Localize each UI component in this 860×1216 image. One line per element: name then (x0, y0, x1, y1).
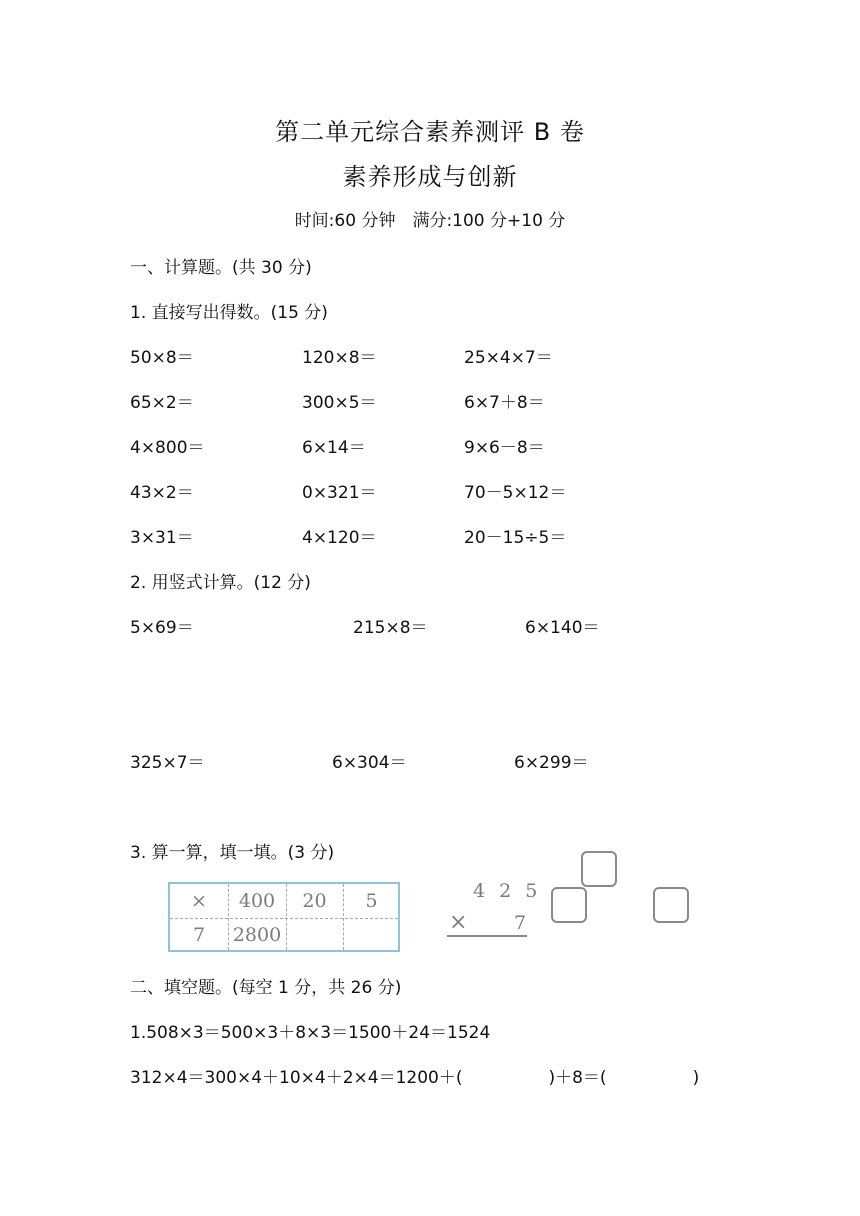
problem: 65×2＝ (130, 393, 194, 413)
table-header-cell: 400 (238, 890, 276, 912)
vertical-problem: 325×7＝ (130, 753, 205, 773)
question-3-label: 3. 算一算，填一填。(3 分) (130, 843, 335, 863)
multiply-sign: × (449, 910, 468, 935)
vertical-problem: 5×69＝ (130, 618, 194, 638)
answer-box[interactable] (551, 887, 587, 923)
fill-equation-prefix: 312×4＝300×4＋10×4＋2×4＝1200＋( (130, 1068, 463, 1088)
table-header-cell: × (191, 890, 207, 912)
fill-equation (130, 1063, 699, 1088)
problem: 50×8＝ (130, 348, 194, 368)
answer-box[interactable] (653, 887, 689, 923)
problem: 20－15÷5＝ (464, 528, 567, 548)
question-2-label: 2. 用竖式计算。(12 分) (130, 573, 311, 593)
table-answer-cell[interactable] (343, 918, 400, 952)
vertical-problem: 6×299＝ (514, 753, 589, 773)
section-heading-fill: 二、填空题。(每空 1 分，共 26 分) (130, 978, 402, 998)
problem: 70－5×12＝ (464, 483, 567, 503)
table-cell: 2800 (232, 924, 282, 946)
section-heading-calc: 一、计算题。(共 30 分) (130, 258, 312, 278)
table-header-cell: 20 (302, 890, 327, 912)
question-1-label: 1. 直接写出得数。(15 分) (130, 303, 328, 323)
problem: 3×31＝ (130, 528, 194, 548)
example-equation: 1.508×3＝500×3＋8×3＝1500＋24＝1524 (130, 1023, 491, 1043)
table-answer-cell[interactable] (286, 918, 343, 952)
vertical-top-number: 4 2 5 (473, 880, 542, 902)
problem: 25×4×7＝ (464, 348, 553, 368)
problem: 4×800＝ (130, 438, 205, 458)
vertical-problem: 215×8＝ (353, 618, 428, 638)
table-header-cell: 5 (365, 890, 378, 912)
table-cell: 7 (192, 924, 206, 946)
problem: 6×14＝ (302, 438, 366, 458)
problem: 6×7＋8＝ (464, 393, 545, 413)
vertical-bottom-number: 7 (514, 912, 527, 934)
fill-equation-mid: )＋8＝( (548, 1068, 607, 1088)
problem: 300×5＝ (302, 393, 377, 413)
fill-equation-suffix: ) (692, 1068, 700, 1088)
vertical-underline (447, 935, 527, 937)
vertical-problem: 6×140＝ (525, 618, 600, 638)
page-subtitle: 素养形成与创新 (342, 163, 518, 191)
problem: 120×8＝ (302, 348, 377, 368)
problem: 4×120＝ (302, 528, 377, 548)
multiplication-table (168, 882, 400, 952)
problem: 0×321＝ (302, 483, 377, 503)
problem: 9×6－8＝ (464, 438, 545, 458)
problem: 43×2＝ (130, 483, 194, 503)
exam-meta: 时间:60 分钟 满分:100 分+10 分 (294, 211, 566, 231)
vertical-problem: 6×304＝ (332, 753, 407, 773)
answer-box[interactable] (581, 851, 617, 887)
page-title: 第二单元综合素养测评 B 卷 (275, 118, 585, 146)
